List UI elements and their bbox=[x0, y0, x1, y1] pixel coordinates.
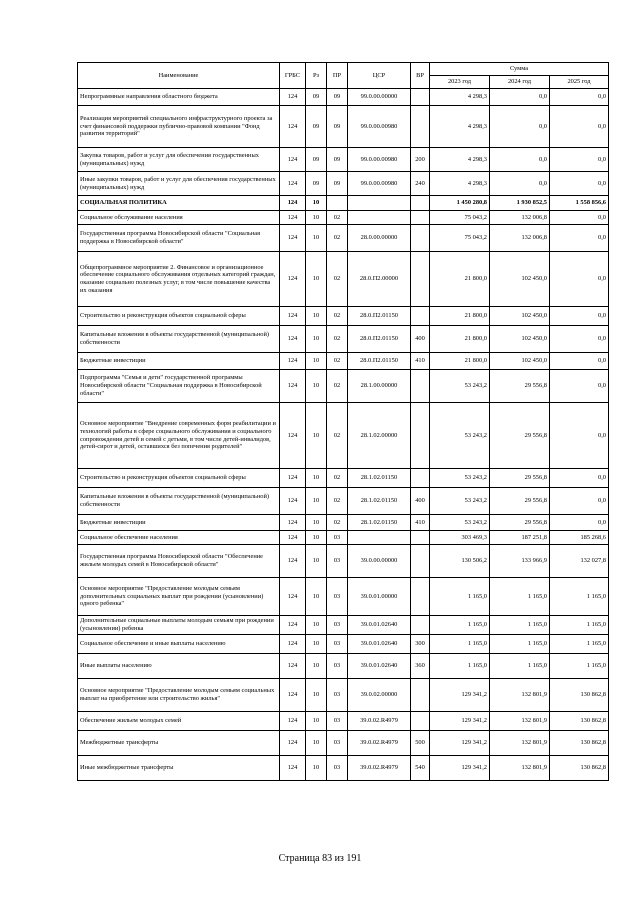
cell-name: Социальное обеспечение населения bbox=[78, 531, 280, 545]
cell-grbs: 124 bbox=[280, 307, 306, 326]
cell-rz: 10 bbox=[306, 225, 327, 252]
table-row bbox=[78, 712, 609, 731]
cell-v2023: 4 298,3 bbox=[430, 106, 490, 148]
cell-grbs: 124 bbox=[280, 106, 306, 148]
cell-pr: 02 bbox=[327, 515, 348, 531]
cell-vr: 400 bbox=[411, 326, 430, 353]
table-row bbox=[78, 106, 609, 148]
cell-rz: 10 bbox=[306, 196, 327, 211]
cell-vr: 240 bbox=[411, 172, 430, 196]
table-body bbox=[78, 89, 609, 781]
cell-pr: 02 bbox=[327, 307, 348, 326]
table-row bbox=[78, 307, 609, 326]
cell-pr: 02 bbox=[327, 252, 348, 307]
cell-v2024: 29 556,8 bbox=[490, 469, 550, 488]
cell-csr: 28.1.02.01150 bbox=[348, 469, 411, 488]
cell-vr: 540 bbox=[411, 756, 430, 781]
cell-v2023: 1 165,0 bbox=[430, 654, 490, 679]
cell-vr bbox=[411, 307, 430, 326]
cell-name: Основное мероприятие "Предоставление молодым семьям социальных выплат на приобретение или строительство жилья" bbox=[78, 679, 280, 712]
cell-v2023: 129 341,2 bbox=[430, 756, 490, 781]
cell-vr: 360 bbox=[411, 654, 430, 679]
cell-v2024: 132 801,9 bbox=[490, 679, 550, 712]
cell-grbs: 124 bbox=[280, 545, 306, 578]
table-row bbox=[78, 172, 609, 196]
cell-vr bbox=[411, 211, 430, 225]
cell-pr: 09 bbox=[327, 89, 348, 106]
cell-v2023: 21 800,0 bbox=[430, 353, 490, 370]
cell-csr: 39.0.01.02640 bbox=[348, 616, 411, 635]
cell-v2023: 75 043,2 bbox=[430, 211, 490, 225]
cell-v2023: 53 243,2 bbox=[430, 403, 490, 469]
page-number: Страница 83 из 191 bbox=[278, 853, 362, 864]
cell-pr: 02 bbox=[327, 353, 348, 370]
cell-v2024: 132 801,9 bbox=[490, 756, 550, 781]
table-row bbox=[78, 370, 609, 403]
table-row bbox=[78, 531, 609, 545]
cell-rz: 10 bbox=[306, 545, 327, 578]
cell-v2025: 0,0 bbox=[550, 211, 609, 225]
cell-v2024: 132 006,8 bbox=[490, 211, 550, 225]
cell-v2025: 0,0 bbox=[550, 515, 609, 531]
cell-vr bbox=[411, 89, 430, 106]
table-row bbox=[78, 635, 609, 654]
table-row bbox=[78, 211, 609, 225]
cell-name: Государственная программа Новосибирской области "Обеспечение жильем молодых семей в Новосибирской области" bbox=[78, 545, 280, 578]
table-row bbox=[78, 515, 609, 531]
cell-pr: 02 bbox=[327, 211, 348, 225]
cell-v2023: 1 165,0 bbox=[430, 635, 490, 654]
cell-csr: 39.0.02.00000 bbox=[348, 679, 411, 712]
cell-grbs: 124 bbox=[280, 403, 306, 469]
cell-v2025: 0,0 bbox=[550, 326, 609, 353]
cell-v2024: 132 801,9 bbox=[490, 731, 550, 756]
cell-rz: 10 bbox=[306, 756, 327, 781]
cell-rz: 10 bbox=[306, 635, 327, 654]
cell-name: СОЦИАЛЬНАЯ ПОЛИТИКА bbox=[78, 196, 280, 211]
cell-csr: 28.0.П2.00000 bbox=[348, 252, 411, 307]
table-row bbox=[78, 756, 609, 781]
cell-name: Иные закупки товаров, работ и услуг для обеспечения государственных (муниципальных) нужд bbox=[78, 172, 280, 196]
table-row bbox=[78, 616, 609, 635]
cell-pr: 03 bbox=[327, 635, 348, 654]
cell-v2024: 132 801,9 bbox=[490, 712, 550, 731]
cell-name: Основное мероприятие "Предоставление молодым семьям дополнительных социальных выплат при рождении (усыновлении) одного ребенка" bbox=[78, 578, 280, 616]
cell-pr: 03 bbox=[327, 679, 348, 712]
cell-name: Основное мероприятие "Внедрение современных форм реабилитации и технологий работы в сфере социального обслуживания и социального сопровождения детей и семей с детьми, в том числе детей-инвалидов, детей-сирот и детей, оставшихся без попечения родителей" bbox=[78, 403, 280, 469]
cell-v2025: 0,0 bbox=[550, 225, 609, 252]
cell-grbs: 124 bbox=[280, 172, 306, 196]
cell-v2024: 133 966,9 bbox=[490, 545, 550, 578]
cell-csr: 28.0.П2.01150 bbox=[348, 326, 411, 353]
cell-vr bbox=[411, 531, 430, 545]
cell-grbs: 124 bbox=[280, 654, 306, 679]
cell-vr bbox=[411, 225, 430, 252]
col-header-2024: 2024 год bbox=[490, 76, 550, 89]
cell-v2023: 21 800,0 bbox=[430, 307, 490, 326]
cell-pr: 03 bbox=[327, 578, 348, 616]
cell-csr bbox=[348, 531, 411, 545]
cell-grbs: 124 bbox=[280, 679, 306, 712]
cell-csr: 99.0.00.00980 bbox=[348, 106, 411, 148]
cell-csr bbox=[348, 211, 411, 225]
cell-csr: 39.0.02.R4979 bbox=[348, 756, 411, 781]
cell-name: Иные выплаты населению bbox=[78, 654, 280, 679]
cell-rz: 10 bbox=[306, 712, 327, 731]
cell-v2024: 29 556,8 bbox=[490, 488, 550, 515]
col-header-grbs: ГРБС bbox=[280, 63, 306, 89]
cell-v2025: 0,0 bbox=[550, 488, 609, 515]
cell-vr bbox=[411, 403, 430, 469]
cell-grbs: 124 bbox=[280, 211, 306, 225]
cell-rz: 10 bbox=[306, 488, 327, 515]
cell-v2025: 0,0 bbox=[550, 403, 609, 469]
budget-table bbox=[77, 62, 609, 781]
cell-rz: 10 bbox=[306, 679, 327, 712]
cell-pr: 02 bbox=[327, 326, 348, 353]
cell-csr: 39.0.00.00000 bbox=[348, 545, 411, 578]
cell-pr: 03 bbox=[327, 654, 348, 679]
cell-v2024: 102 450,0 bbox=[490, 326, 550, 353]
cell-v2023: 53 243,2 bbox=[430, 515, 490, 531]
cell-name: Подпрограмма "Семья и дети" государственной программы Новосибирской области "Социальная поддержка в Новосибирской области" bbox=[78, 370, 280, 403]
cell-v2024: 0,0 bbox=[490, 148, 550, 172]
table-header bbox=[78, 63, 609, 89]
col-header-name: Наименование bbox=[78, 63, 280, 89]
cell-pr bbox=[327, 196, 348, 211]
cell-grbs: 124 bbox=[280, 635, 306, 654]
cell-grbs: 124 bbox=[280, 353, 306, 370]
cell-name: Закупка товаров, работ и услуг для обеспечения государственных (муниципальных) нужд bbox=[78, 148, 280, 172]
cell-v2023: 129 341,2 bbox=[430, 712, 490, 731]
cell-v2023: 129 341,2 bbox=[430, 679, 490, 712]
cell-rz: 09 bbox=[306, 106, 327, 148]
col-header-csr: ЦСР bbox=[348, 63, 411, 89]
cell-rz: 10 bbox=[306, 370, 327, 403]
cell-vr bbox=[411, 196, 430, 211]
table-row bbox=[78, 326, 609, 353]
cell-v2024: 1 165,0 bbox=[490, 578, 550, 616]
cell-pr: 03 bbox=[327, 731, 348, 756]
table-row bbox=[78, 225, 609, 252]
col-header-vr: ВР bbox=[411, 63, 430, 89]
cell-v2023: 21 800,0 bbox=[430, 252, 490, 307]
cell-v2024: 102 450,0 bbox=[490, 307, 550, 326]
col-header-pr: ПР bbox=[327, 63, 348, 89]
cell-v2023: 303 469,3 bbox=[430, 531, 490, 545]
cell-grbs: 124 bbox=[280, 616, 306, 635]
cell-v2023: 4 298,3 bbox=[430, 148, 490, 172]
cell-v2024: 0,0 bbox=[490, 106, 550, 148]
cell-rz: 09 bbox=[306, 148, 327, 172]
cell-v2024: 1 165,0 bbox=[490, 616, 550, 635]
cell-v2024: 1 165,0 bbox=[490, 654, 550, 679]
cell-v2024: 187 251,8 bbox=[490, 531, 550, 545]
cell-pr: 09 bbox=[327, 148, 348, 172]
cell-csr: 99.0.00.00980 bbox=[348, 172, 411, 196]
cell-pr: 09 bbox=[327, 106, 348, 148]
cell-rz: 10 bbox=[306, 252, 327, 307]
cell-vr bbox=[411, 370, 430, 403]
cell-v2025: 0,0 bbox=[550, 172, 609, 196]
cell-grbs: 124 bbox=[280, 225, 306, 252]
table-row bbox=[78, 679, 609, 712]
cell-vr bbox=[411, 106, 430, 148]
cell-csr: 39.0.02.R4979 bbox=[348, 712, 411, 731]
cell-name: Строительство и реконструкция объектов социальной сферы bbox=[78, 469, 280, 488]
cell-v2025: 132 027,8 bbox=[550, 545, 609, 578]
cell-csr: 28.0.00.00000 bbox=[348, 225, 411, 252]
cell-grbs: 124 bbox=[280, 578, 306, 616]
cell-csr: 28.1.02.00000 bbox=[348, 403, 411, 469]
cell-v2023: 21 800,0 bbox=[430, 326, 490, 353]
cell-name: Капитальные вложения в объекты государственной (муниципальной) собственности bbox=[78, 488, 280, 515]
col-header-2023: 2023 год bbox=[430, 76, 490, 89]
cell-vr: 200 bbox=[411, 148, 430, 172]
cell-csr: 28.0.П2.01150 bbox=[348, 307, 411, 326]
cell-v2023: 75 043,2 bbox=[430, 225, 490, 252]
cell-pr: 03 bbox=[327, 616, 348, 635]
table-row bbox=[78, 731, 609, 756]
cell-v2024: 29 556,8 bbox=[490, 403, 550, 469]
cell-name: Иные межбюджетные трансферты bbox=[78, 756, 280, 781]
cell-grbs: 124 bbox=[280, 370, 306, 403]
cell-v2023: 4 298,3 bbox=[430, 172, 490, 196]
cell-v2024: 132 006,8 bbox=[490, 225, 550, 252]
cell-pr: 03 bbox=[327, 756, 348, 781]
cell-v2025: 185 268,6 bbox=[550, 531, 609, 545]
cell-rz: 10 bbox=[306, 469, 327, 488]
cell-name: Государственная программа Новосибирской области "Социальная поддержка в Новосибирской области" bbox=[78, 225, 280, 252]
cell-grbs: 124 bbox=[280, 326, 306, 353]
cell-v2023: 129 341,2 bbox=[430, 731, 490, 756]
cell-csr: 99.0.00.00980 bbox=[348, 148, 411, 172]
cell-pr: 02 bbox=[327, 225, 348, 252]
cell-name: Общепрограммное мероприятие 2. Финансовое и организационное обеспечение социального обслуживания отдельных категорий граждан, оказание социально полезных услуг, в том числе повышение качества их оказания bbox=[78, 252, 280, 307]
table-row bbox=[78, 654, 609, 679]
table-row bbox=[78, 196, 609, 211]
cell-v2025: 0,0 bbox=[550, 469, 609, 488]
cell-grbs: 124 bbox=[280, 731, 306, 756]
cell-v2023: 130 506,2 bbox=[430, 545, 490, 578]
cell-name: Социальное обслуживание населения bbox=[78, 211, 280, 225]
cell-vr: 400 bbox=[411, 488, 430, 515]
cell-v2025: 0,0 bbox=[550, 307, 609, 326]
cell-v2024: 29 556,8 bbox=[490, 515, 550, 531]
cell-pr: 09 bbox=[327, 172, 348, 196]
cell-csr: 99.0.00.00000 bbox=[348, 89, 411, 106]
cell-pr: 02 bbox=[327, 488, 348, 515]
cell-vr: 410 bbox=[411, 515, 430, 531]
cell-vr bbox=[411, 469, 430, 488]
cell-vr bbox=[411, 578, 430, 616]
cell-grbs: 124 bbox=[280, 148, 306, 172]
cell-csr: 39.0.01.02640 bbox=[348, 654, 411, 679]
cell-v2025: 1 558 856,6 bbox=[550, 196, 609, 211]
cell-rz: 10 bbox=[306, 578, 327, 616]
cell-csr: 28.1.00.00000 bbox=[348, 370, 411, 403]
cell-grbs: 124 bbox=[280, 531, 306, 545]
cell-name: Бюджетные инвестиции bbox=[78, 353, 280, 370]
cell-vr bbox=[411, 252, 430, 307]
table-row bbox=[78, 89, 609, 106]
cell-name: Дополнительные социальные выплаты молодым семьям при рождении (усыновлении) ребенка bbox=[78, 616, 280, 635]
cell-name: Реализация мероприятий специального инфраструктурного проекта за счет финансовой поддержки публично-правовой компании "Фонд развития территорий" bbox=[78, 106, 280, 148]
cell-csr: 28.1.02.01150 bbox=[348, 515, 411, 531]
cell-csr: 39.0.01.00000 bbox=[348, 578, 411, 616]
cell-v2024: 29 556,8 bbox=[490, 370, 550, 403]
cell-name: Строительство и реконструкция объектов социальной сферы bbox=[78, 307, 280, 326]
cell-rz: 10 bbox=[306, 731, 327, 756]
table-row bbox=[78, 403, 609, 469]
cell-vr: 410 bbox=[411, 353, 430, 370]
cell-rz: 09 bbox=[306, 89, 327, 106]
table-row bbox=[78, 469, 609, 488]
cell-pr: 02 bbox=[327, 469, 348, 488]
cell-v2025: 1 165,0 bbox=[550, 616, 609, 635]
cell-name: Межбюджетные трансферты bbox=[78, 731, 280, 756]
cell-v2024: 102 450,0 bbox=[490, 353, 550, 370]
cell-grbs: 124 bbox=[280, 515, 306, 531]
cell-vr bbox=[411, 545, 430, 578]
cell-grbs: 124 bbox=[280, 252, 306, 307]
cell-vr: 500 bbox=[411, 731, 430, 756]
cell-vr bbox=[411, 712, 430, 731]
cell-csr bbox=[348, 196, 411, 211]
col-header-sum: Сумма bbox=[430, 63, 609, 76]
cell-csr: 39.0.01.02640 bbox=[348, 635, 411, 654]
cell-grbs: 124 bbox=[280, 196, 306, 211]
cell-v2025: 130 862,8 bbox=[550, 731, 609, 756]
cell-rz: 10 bbox=[306, 616, 327, 635]
cell-rz: 10 bbox=[306, 515, 327, 531]
cell-csr: 39.0.02.R4979 bbox=[348, 731, 411, 756]
table-row bbox=[78, 353, 609, 370]
cell-v2025: 0,0 bbox=[550, 370, 609, 403]
cell-v2025: 1 165,0 bbox=[550, 635, 609, 654]
cell-v2024: 1 165,0 bbox=[490, 635, 550, 654]
cell-pr: 03 bbox=[327, 545, 348, 578]
cell-v2025: 130 862,8 bbox=[550, 712, 609, 731]
cell-name: Обеспечение жильем молодых семей bbox=[78, 712, 280, 731]
col-header-2025: 2025 год bbox=[550, 76, 609, 89]
cell-v2024: 102 450,0 bbox=[490, 252, 550, 307]
cell-name: Социальное обеспечение и иные выплаты населению bbox=[78, 635, 280, 654]
cell-v2025: 130 862,8 bbox=[550, 756, 609, 781]
cell-v2023: 1 165,0 bbox=[430, 578, 490, 616]
cell-pr: 03 bbox=[327, 531, 348, 545]
cell-v2025: 130 862,8 bbox=[550, 679, 609, 712]
cell-rz: 10 bbox=[306, 403, 327, 469]
cell-rz: 10 bbox=[306, 353, 327, 370]
cell-v2023: 53 243,2 bbox=[430, 469, 490, 488]
cell-v2023: 1 165,0 bbox=[430, 616, 490, 635]
col-header-rz: Рз bbox=[306, 63, 327, 89]
table-row bbox=[78, 488, 609, 515]
cell-grbs: 124 bbox=[280, 488, 306, 515]
cell-v2025: 0,0 bbox=[550, 148, 609, 172]
cell-v2025: 0,0 bbox=[550, 89, 609, 106]
cell-grbs: 124 bbox=[280, 89, 306, 106]
cell-grbs: 124 bbox=[280, 712, 306, 731]
cell-rz: 10 bbox=[306, 654, 327, 679]
cell-csr: 28.1.02.01150 bbox=[348, 488, 411, 515]
table-row bbox=[78, 545, 609, 578]
cell-v2025: 0,0 bbox=[550, 353, 609, 370]
cell-rz: 09 bbox=[306, 172, 327, 196]
cell-name: Капитальные вложения в объекты государственной (муниципальной) собственности bbox=[78, 326, 280, 353]
cell-v2025: 1 165,0 bbox=[550, 578, 609, 616]
cell-grbs: 124 bbox=[280, 469, 306, 488]
cell-pr: 02 bbox=[327, 403, 348, 469]
cell-pr: 03 bbox=[327, 712, 348, 731]
cell-v2023: 4 298,3 bbox=[430, 89, 490, 106]
cell-v2025: 0,0 bbox=[550, 106, 609, 148]
table-row bbox=[78, 578, 609, 616]
cell-v2023: 53 243,2 bbox=[430, 370, 490, 403]
cell-v2023: 53 243,2 bbox=[430, 488, 490, 515]
cell-pr: 02 bbox=[327, 370, 348, 403]
cell-v2024: 0,0 bbox=[490, 89, 550, 106]
cell-vr: 300 bbox=[411, 635, 430, 654]
cell-csr: 28.0.П2.01150 bbox=[348, 353, 411, 370]
cell-rz: 10 bbox=[306, 326, 327, 353]
cell-v2024: 0,0 bbox=[490, 172, 550, 196]
cell-v2024: 1 930 852,5 bbox=[490, 196, 550, 211]
cell-rz: 10 bbox=[306, 307, 327, 326]
table-row bbox=[78, 148, 609, 172]
cell-rz: 10 bbox=[306, 531, 327, 545]
cell-v2025: 1 165,0 bbox=[550, 654, 609, 679]
cell-rz: 10 bbox=[306, 211, 327, 225]
cell-vr bbox=[411, 679, 430, 712]
cell-name: Непрограммные направления областного бюджета bbox=[78, 89, 280, 106]
cell-v2023: 1 450 280,8 bbox=[430, 196, 490, 211]
cell-vr bbox=[411, 616, 430, 635]
cell-v2025: 0,0 bbox=[550, 252, 609, 307]
cell-name: Бюджетные инвестиции bbox=[78, 515, 280, 531]
table-row bbox=[78, 252, 609, 307]
cell-grbs: 124 bbox=[280, 756, 306, 781]
